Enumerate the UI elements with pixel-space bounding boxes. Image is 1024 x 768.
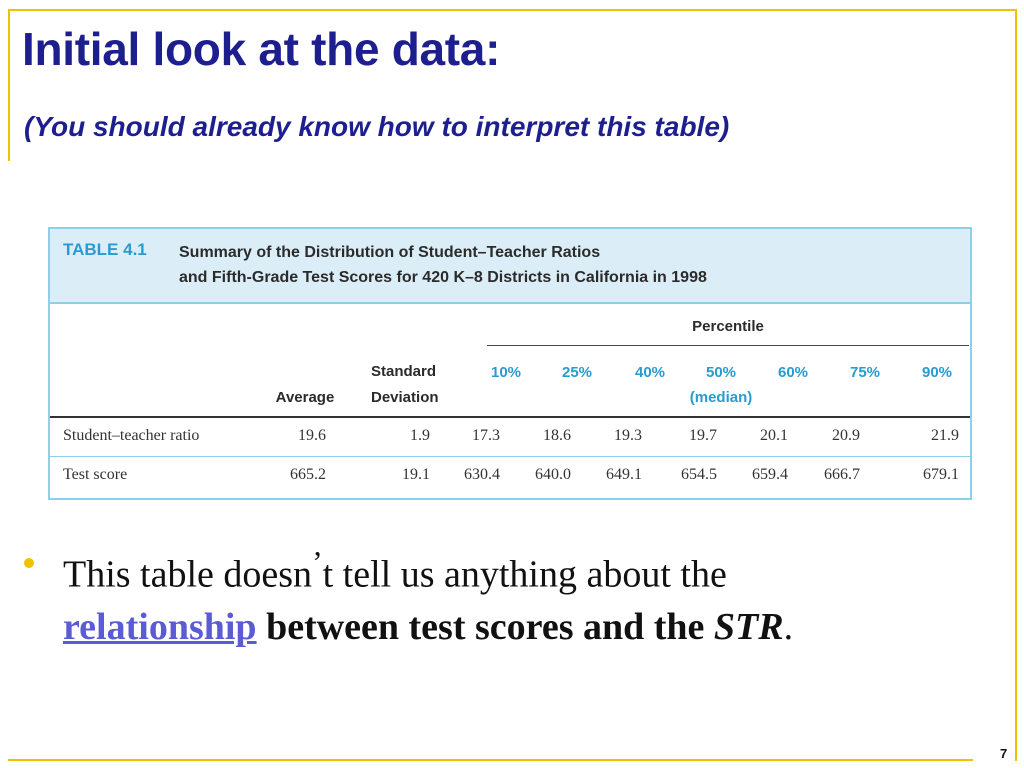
- page-number: 7: [1000, 746, 1008, 761]
- slide-border-left: [8, 9, 10, 161]
- col-p25: 25%: [561, 364, 593, 381]
- col-std: [371, 359, 439, 411]
- table-caption-band: [50, 229, 970, 304]
- bullet-end: .: [783, 605, 794, 648]
- col-average: Average: [275, 389, 335, 406]
- table-caption-line2: and Fifth-Grade Test Scores for 420 K–8 Districts in California in 1998: [179, 269, 707, 286]
- col-std-line1: Standard: [371, 363, 437, 380]
- cell-str-average: 19.6: [298, 427, 326, 444]
- summary-table: [48, 227, 972, 500]
- cell-str-std: 1.9: [410, 427, 430, 444]
- col-median-note: (median): [689, 389, 753, 406]
- col-p10: 10%: [490, 364, 522, 381]
- col-p75: 75%: [849, 364, 881, 381]
- col-p90: 90%: [921, 364, 953, 381]
- cell-str-p50: 19.7: [689, 427, 717, 444]
- row-label-str: Student–teacher ratio: [63, 427, 200, 444]
- cell-ts-p60: 659.4: [752, 466, 788, 483]
- col-p60: 60%: [777, 364, 809, 381]
- cell-ts-p50: 654.5: [681, 466, 717, 483]
- cell-str-p25: 18.6: [543, 427, 571, 444]
- cell-str-p75: 20.9: [832, 427, 860, 444]
- bullet-icon: [24, 558, 34, 568]
- cell-str-p60: 20.1: [760, 427, 788, 444]
- col-p50: 50%: [705, 364, 737, 381]
- cell-str-p90: 21.9: [931, 427, 959, 444]
- table-number: TABLE 4.1: [63, 240, 147, 259]
- cell-ts-p75: 666.7: [824, 466, 860, 483]
- relationship-link[interactable]: relationship: [63, 605, 257, 648]
- row-label-test-score: Test score: [63, 466, 128, 483]
- slide-border-bottom: [8, 759, 973, 761]
- percentile-header: Percentile: [692, 318, 764, 335]
- bullet-part1: This table doesn: [63, 553, 313, 596]
- col-p40: 40%: [634, 364, 666, 381]
- table-caption: [179, 240, 707, 290]
- bullet-apostrophe: ’: [312, 545, 323, 580]
- cell-ts-p10: 630.4: [464, 466, 500, 483]
- bullet-str: STR: [713, 605, 784, 648]
- slide-border-top: [8, 9, 1016, 11]
- cell-ts-std: 19.1: [402, 466, 430, 483]
- cell-ts-p90: 679.1: [923, 466, 959, 483]
- slide-subtitle: (You should already know how to interpret this table): [24, 111, 730, 142]
- col-std-line2: Deviation: [371, 389, 439, 406]
- table-caption-line1: Summary of the Distribution of Student–Teacher Ratios: [179, 244, 601, 261]
- cell-str-p40: 19.3: [614, 427, 642, 444]
- row-divider: [50, 456, 970, 457]
- slide-border-right: [1015, 9, 1017, 761]
- cell-ts-average: 665.2: [290, 466, 326, 483]
- bullet-bold: between test scores and the: [256, 605, 714, 648]
- bullet-part2: t tell us anything about the: [322, 553, 727, 596]
- percentile-rule: [487, 345, 969, 346]
- cell-ts-p25: 640.0: [535, 466, 571, 483]
- header-rule: [50, 416, 970, 418]
- cell-str-p10: 17.3: [472, 427, 500, 444]
- bullet-text: [63, 537, 963, 653]
- cell-ts-p40: 649.1: [606, 466, 642, 483]
- slide-title: Initial look at the data:: [22, 23, 501, 75]
